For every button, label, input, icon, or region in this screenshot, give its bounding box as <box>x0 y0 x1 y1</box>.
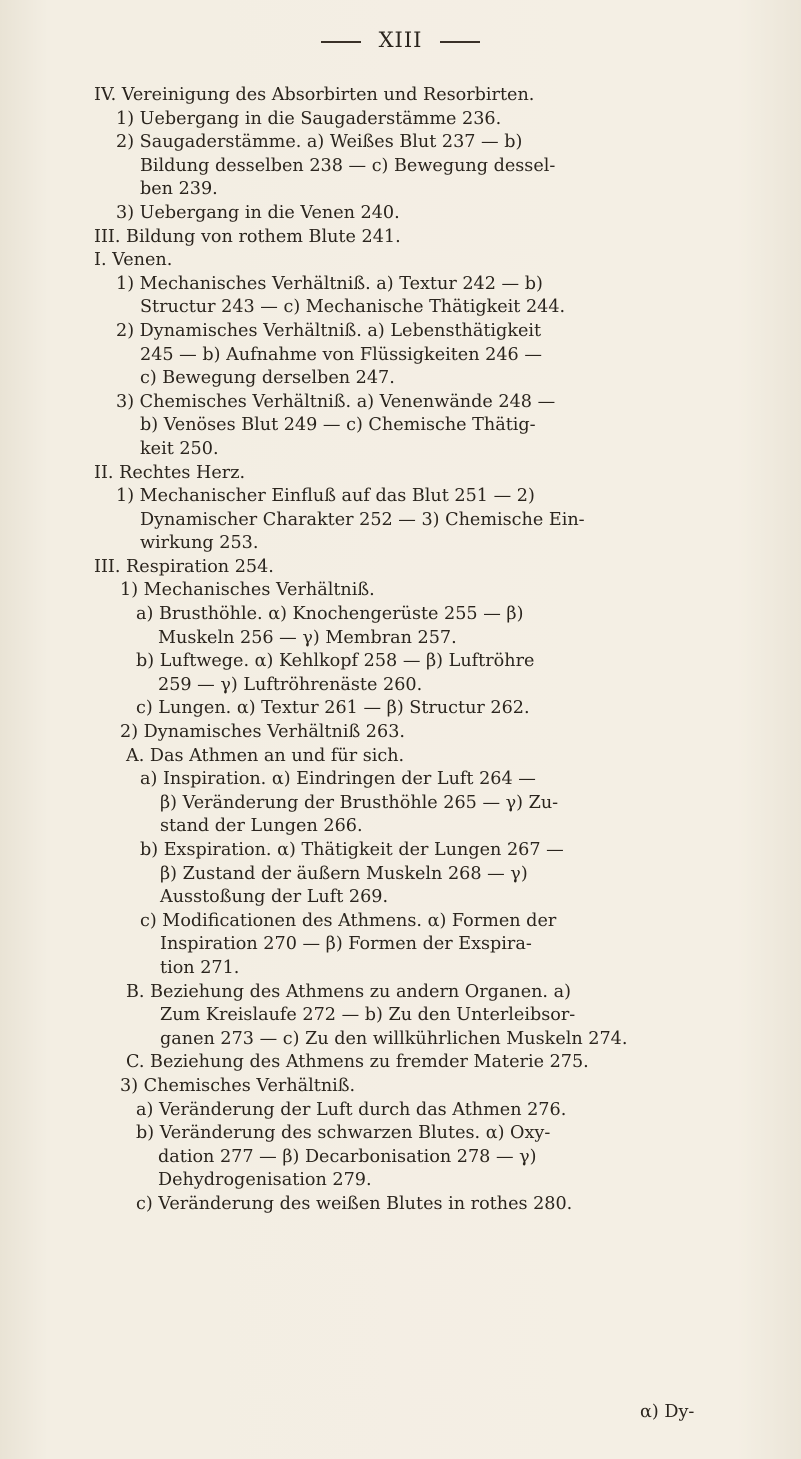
toc-line: β) Zustand der äußern Muskeln 268 — γ) <box>160 863 528 884</box>
toc-line: c) Lungen. α) Textur 261 — β) Structur 262. <box>136 698 530 719</box>
toc-line: 1) Mechanisches Verhältniß. <box>120 580 375 601</box>
toc-line: a) Veränderung der Luft durch das Athmen 276. <box>136 1099 567 1120</box>
toc-line: 3) Chemisches Verhältniß. a) Venenwände 248 — <box>116 391 556 412</box>
toc-line: a) Brusthöhle. α) Knochengerüste 255 — β) <box>136 604 524 625</box>
toc-line: b) Venöses Blut 249 — c) Chemische Thätig- <box>140 415 536 436</box>
toc-line: b) Luftwege. α) Kehlkopf 258 — β) Luftröhre <box>136 651 535 672</box>
toc-line: 259 — γ) Luftröhrenäste 260. <box>158 674 423 695</box>
page-header <box>0 28 801 52</box>
toc-line: c) Modificationen des Athmens. α) Formen der <box>140 910 557 931</box>
toc-line: IV. Vereinigung des Absorbirten und Resorbirten. <box>94 85 535 105</box>
toc-line: Zum Kreislaufe 272 — b) Zu den Unterleibsor- <box>160 1005 576 1026</box>
header-dash-left <box>321 41 361 43</box>
toc-line: tion 271. <box>160 957 240 978</box>
toc-line: C. Beziehung des Athmens zu fremder Materie 275. <box>126 1052 589 1073</box>
toc-line: 3) Chemisches Verhältniß. <box>120 1075 356 1096</box>
toc-line: β) Veränderung der Brusthöhle 265 — γ) Zu- <box>160 792 559 813</box>
toc-line: a) Inspiration. α) Eindringen der Luft 264 — <box>140 769 536 790</box>
toc-line: I. Venen. <box>94 250 173 271</box>
toc-line: Ausstoßung der Luft 269. <box>160 887 389 908</box>
toc-line: B. Beziehung des Athmens zu andern Organen. a) <box>126 981 571 1002</box>
toc-line: II. Rechtes Herz. <box>94 462 246 483</box>
toc-line: III. Bildung von rothem Blute 241. <box>94 226 401 247</box>
toc-line: wirkung 253. <box>140 533 259 554</box>
toc-line: Bildung desselben 238 — c) Bewegung dessel- <box>140 155 556 176</box>
toc-line: 1) Mechanisches Verhältniß. a) Textur 242 — b) <box>116 273 543 294</box>
header-dash-right <box>440 41 480 43</box>
toc-line: 1) Uebergang in die Saugaderstämme 236. <box>116 108 502 129</box>
toc-line: dation 277 — β) Decarbonisation 278 — γ) <box>158 1146 537 1167</box>
toc-line: 2) Dynamisches Verhältniß 263. <box>120 722 405 743</box>
table-of-contents <box>0 84 801 1217</box>
toc-line: b) Veränderung des schwarzen Blutes. α) Oxy- <box>136 1123 551 1144</box>
toc-line: ben 239. <box>140 179 218 200</box>
toc-line: ganen 273 — c) Zu den willkührlichen Muskeln 274. <box>160 1028 628 1049</box>
toc-line: 245 — b) Aufnahme von Flüssigkeiten 246 — <box>140 344 542 365</box>
toc-line: b) Exspiration. α) Thätigkeit der Lungen 267 — <box>140 840 564 860</box>
toc-line: 2) Dynamisches Verhältniß. a) Lebensthätigkeit <box>116 320 542 341</box>
catchword: α) Dy- <box>640 1402 695 1422</box>
toc-line: III. Respiration 254. <box>94 556 274 577</box>
toc-line: c) Bewegung derselben 247. <box>140 368 395 389</box>
toc-line: 3) Uebergang in die Venen 240. <box>116 202 400 223</box>
toc-line: Structur 243 — c) Mechanische Thätigkeit 244. <box>140 297 566 318</box>
toc-line: Muskeln 256 — γ) Membran 257. <box>158 627 457 648</box>
toc-line: 1) Mechanischer Einfluß auf das Blut 251 — 2) <box>116 486 535 507</box>
toc-line: Dehydrogenisation 279. <box>158 1170 372 1191</box>
toc-line: stand der Lungen 266. <box>160 816 363 837</box>
page-number: XIII <box>378 28 423 52</box>
toc-line: A. Das Athmen an und für sich. <box>126 745 405 766</box>
toc-line: Dynamischer Charakter 252 — 3) Chemische Ein- <box>140 509 585 530</box>
toc-line: keit 250. <box>140 438 219 459</box>
toc-line: c) Veränderung des weißen Blutes in rothes 280. <box>136 1193 573 1214</box>
toc-line: 2) Saugaderstämme. a) Weißes Blut 237 — b) <box>116 132 523 153</box>
toc-line: Inspiration 270 — β) Formen der Exspira- <box>160 934 532 955</box>
